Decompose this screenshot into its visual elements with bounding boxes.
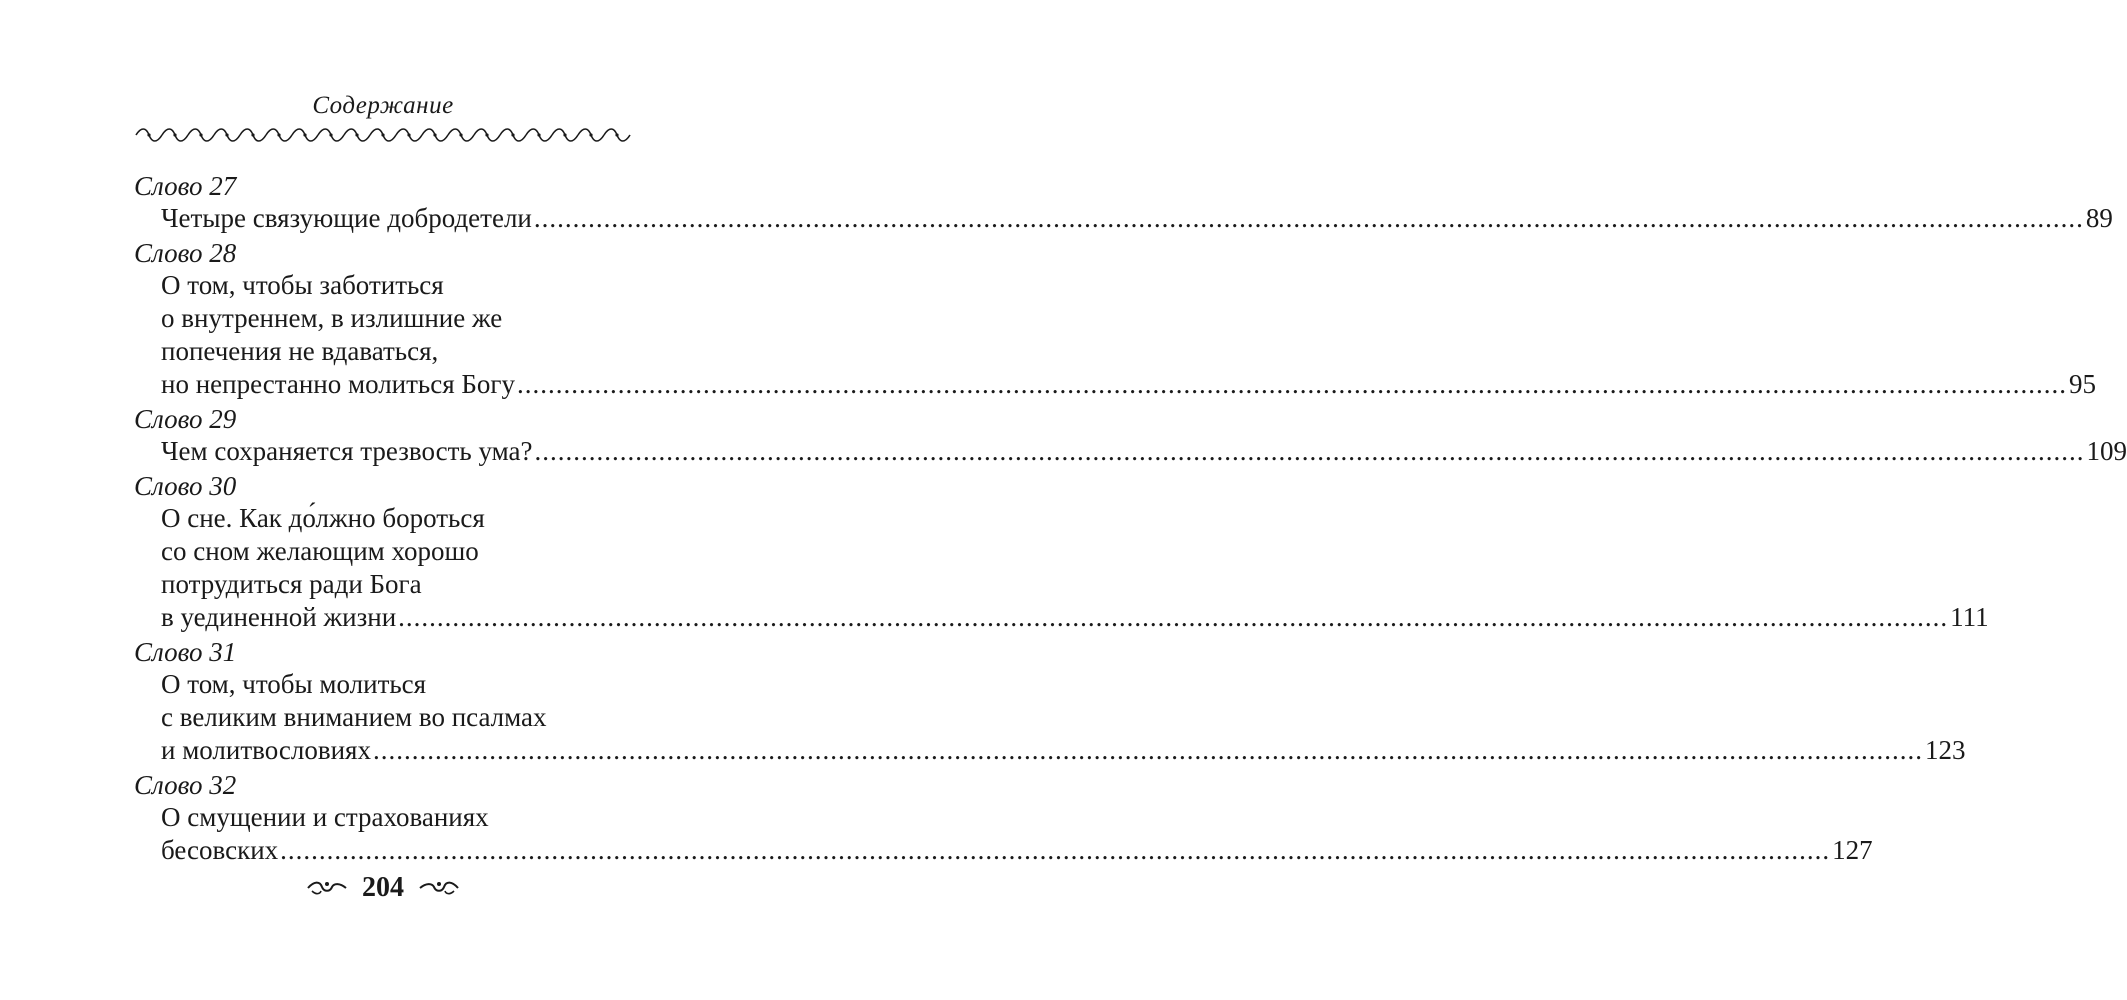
ornamental-divider [136, 124, 630, 146]
toc-entry [134, 403, 2127, 468]
toc-entry-line: со сном желающим хорошо [161, 536, 479, 566]
toc-entry-label: Слово 28 [134, 238, 237, 268]
dot-leader: ........................................................................................................................................................................................................ [280, 835, 1831, 865]
toc-page-number: 127 [1832, 835, 1873, 865]
dot-leader: ........................................................................................................................................................................................................ [533, 203, 2084, 233]
toc-entry-line: потрудиться ради Бога [161, 569, 422, 599]
toc-page-number: 89 [2085, 203, 2113, 233]
dot-leader: ........................................................................................................................................................................................................ [398, 602, 1949, 632]
toc-entry-line: О смущении и страхованиях [161, 802, 489, 832]
toc-entry-line: попечения не вдаваться, [161, 336, 439, 366]
toc-entry-line [161, 601, 1989, 634]
toc-page-number: 109 [2086, 436, 2127, 466]
toc-entry-line [161, 368, 2096, 401]
toc-entry [134, 470, 1989, 634]
dot-leader: ........................................................................................................................................................................................................ [534, 436, 2085, 466]
table-of-contents [134, 170, 2127, 869]
toc-page-number: 123 [1924, 735, 1966, 765]
toc-entry-line: О том, чтобы молиться [161, 669, 427, 699]
toc-entry-text: но непрестанно молиться Богу [161, 369, 515, 399]
toc-page-number: 95 [2068, 369, 2096, 399]
toc-entry-line: о внутреннем, в излишние же [161, 303, 503, 333]
toc-entry [134, 237, 2096, 401]
page-number: 204 [362, 872, 404, 903]
toc-entry [134, 769, 1873, 867]
page-footer [0, 868, 766, 908]
toc-entry-line [161, 734, 1966, 767]
toc-page-number: 111 [1950, 602, 1989, 632]
toc-entry-label: Слово 31 [134, 637, 237, 667]
right-flourish-icon [418, 879, 460, 897]
toc-entry-label: Слово 27 [134, 171, 237, 201]
toc-entry-line [161, 202, 2113, 235]
toc-entry-line: О том, чтобы заботиться [161, 270, 444, 300]
left-flourish-icon [306, 879, 348, 897]
toc-entry-line [161, 834, 1873, 867]
toc-entry-label: Слово 29 [134, 404, 237, 434]
toc-entry-text: бесовских [161, 835, 279, 865]
dot-leader: ........................................................................................................................................................................................................ [372, 735, 1923, 765]
dot-leader: ........................................................................................................................................................................................................ [516, 369, 2067, 399]
toc-entry-label: Слово 32 [134, 770, 237, 800]
toc-entry [134, 170, 2113, 235]
page-title: Содержание [312, 92, 454, 119]
toc-entry-label: Слово 30 [134, 471, 237, 501]
toc-entry-text: и молитвословиях [161, 735, 371, 765]
toc-entry [134, 636, 1966, 767]
toc-entry-line [161, 435, 2127, 468]
toc-entry-line: с великим вниманием во псалмах [161, 702, 547, 732]
toc-entry-text: в уединенной жизни [161, 602, 397, 632]
toc-entry-text: Четыре связующие добродетели [161, 203, 532, 233]
toc-entry-line: О сне. Как до́лжно бороться [161, 503, 485, 533]
toc-entry-text: Чем сохраняется трезвость ума? [161, 436, 533, 466]
